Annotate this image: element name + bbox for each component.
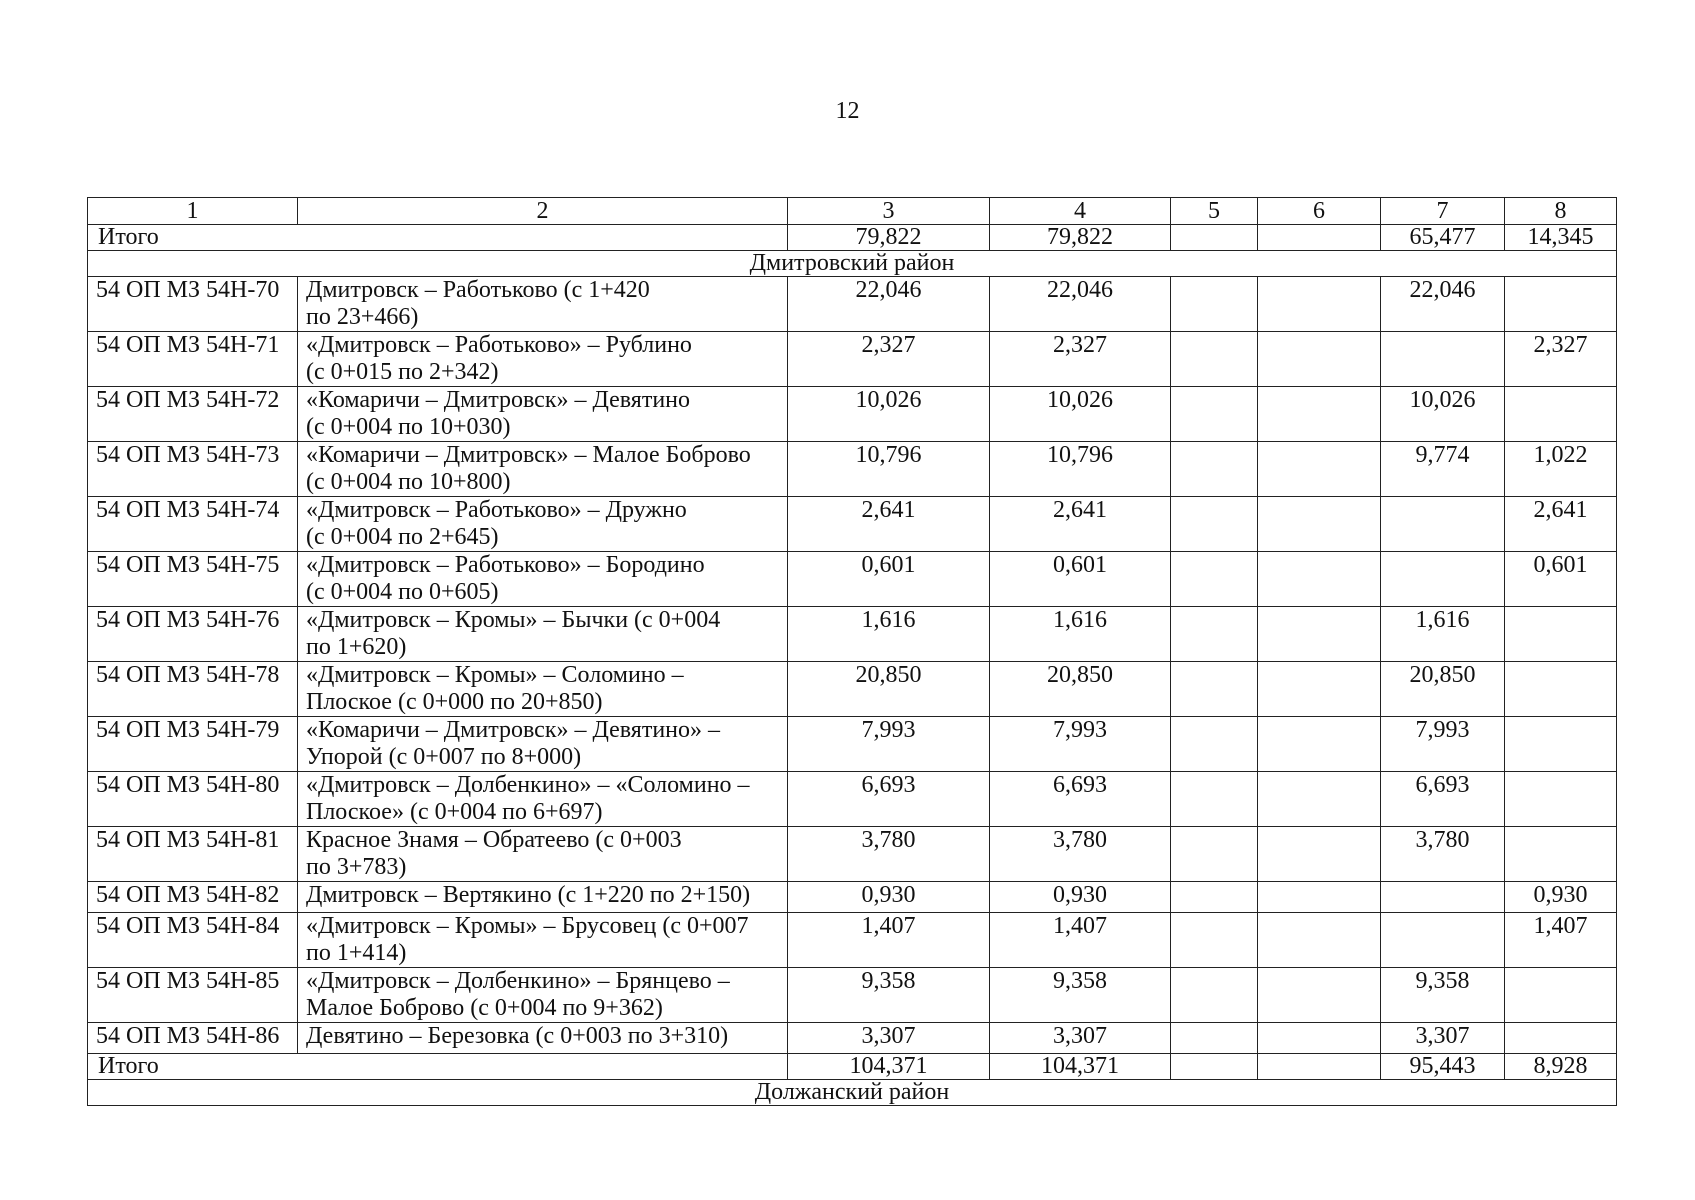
value-cell: 3,780 [990,827,1171,882]
road-code: 54 ОП МЗ 54Н-70 [88,277,298,332]
value-cell: 1,407 [1505,913,1617,968]
table-row [88,332,1617,387]
road-code: 54 ОП МЗ 54Н-80 [88,772,298,827]
road-code: 54 ОП МЗ 54Н-73 [88,442,298,497]
value-cell [1381,497,1505,552]
road-name-line: по 23+466) [306,304,419,330]
road-name [298,332,788,387]
section-title: Дмитровский район [88,251,1617,277]
table-row [88,968,1617,1023]
total-value [1171,225,1258,251]
column-number: 8 [1505,198,1617,225]
road-name [298,607,788,662]
value-cell: 1,022 [1505,442,1617,497]
road-name-line: «Дмитровск – Работьково» – Бородино [306,552,705,578]
value-cell: 7,993 [990,717,1171,772]
value-cell: 10,026 [990,387,1171,442]
value-cell [1258,772,1381,827]
value-cell [1505,968,1617,1023]
road-code: 54 ОП МЗ 54Н-76 [88,607,298,662]
road-name-line: (с 0+004 по 10+030) [306,414,511,440]
value-cell: 3,307 [990,1023,1171,1054]
value-cell [1381,332,1505,387]
value-cell [1505,277,1617,332]
road-name-line: (с 0+004 по 10+800) [306,469,511,495]
road-name [298,662,788,717]
road-name-line: Упорой (с 0+007 по 8+000) [306,744,582,770]
value-cell: 9,358 [788,968,990,1023]
value-cell [1171,827,1258,882]
value-cell [1171,497,1258,552]
value-cell [1171,332,1258,387]
column-number: 6 [1258,198,1381,225]
value-cell [1171,968,1258,1023]
value-cell [1505,772,1617,827]
value-cell [1258,968,1381,1023]
value-cell [1381,913,1505,968]
road-name [298,882,788,913]
road-code: 54 ОП МЗ 54Н-74 [88,497,298,552]
column-number: 2 [298,198,788,225]
total-label: Итого [88,1054,788,1080]
value-cell [1171,882,1258,913]
previous-total-row [88,225,1617,251]
table-row [88,827,1617,882]
road-code: 54 ОП МЗ 54Н-78 [88,662,298,717]
road-code: 54 ОП МЗ 54Н-71 [88,332,298,387]
value-cell: 2,641 [1505,497,1617,552]
column-number: 3 [788,198,990,225]
value-cell: 22,046 [990,277,1171,332]
value-cell [1505,1023,1617,1054]
table-row [88,442,1617,497]
road-name [298,717,788,772]
value-cell [1171,772,1258,827]
total-value: 79,822 [788,225,990,251]
table-row [88,497,1617,552]
value-cell [1171,662,1258,717]
total-value: 79,822 [990,225,1171,251]
page-number: 12 [835,98,860,124]
value-cell: 20,850 [1381,662,1505,717]
road-name [298,277,788,332]
road-name-line: «Дмитровск – Долбенкино» – Брянцево – [306,968,730,994]
value-cell: 3,307 [788,1023,990,1054]
value-cell: 1,616 [990,607,1171,662]
road-name-line: «Дмитровск – Работьково» – Дружно [306,497,687,523]
road-name-line: «Дмитровск – Долбенкино» – «Соломино – [306,772,750,798]
road-name [298,1023,788,1054]
total-value: 104,371 [788,1054,990,1080]
value-cell: 0,601 [788,552,990,607]
table-row [88,913,1617,968]
value-cell [1171,1023,1258,1054]
section-row [88,251,1617,277]
value-cell: 20,850 [788,662,990,717]
value-cell: 9,358 [990,968,1171,1023]
value-cell: 7,993 [1381,717,1505,772]
value-cell: 3,307 [1381,1023,1505,1054]
total-row [88,1054,1617,1080]
road-name-line: Плоское (с 0+000 по 20+850) [306,689,603,715]
table-row [88,607,1617,662]
road-code: 54 ОП МЗ 54Н-81 [88,827,298,882]
section-title: Должанский район [88,1080,1617,1106]
road-name-line: «Дмитровск – Кромы» – Соломино – [306,662,684,688]
table-row [88,662,1617,717]
road-name-line: «Комаричи – Дмитровск» – Девятино [306,387,691,413]
table-row [88,387,1617,442]
value-cell: 2,327 [990,332,1171,387]
total-label: Итого [88,225,788,251]
value-cell [1505,827,1617,882]
value-cell [1258,882,1381,913]
value-cell: 6,693 [788,772,990,827]
value-cell [1381,882,1505,913]
road-name [298,913,788,968]
value-cell: 6,693 [1381,772,1505,827]
table-row [88,772,1617,827]
road-name-line: «Дмитровск – Кромы» – Брусовец (с 0+007 [306,913,749,939]
value-cell [1258,277,1381,332]
road-name-line: Дмитровск – Работьково (с 1+420 [306,277,650,303]
road-name-line: (с 0+004 по 0+605) [306,579,499,605]
total-value: 8,928 [1505,1054,1617,1080]
value-cell [1505,717,1617,772]
road-code: 54 ОП МЗ 54Н-82 [88,882,298,913]
road-name-line: «Дмитровск – Кромы» – Бычки (с 0+004 [306,607,721,633]
value-cell [1258,1023,1381,1054]
total-value: 65,477 [1381,225,1505,251]
road-code: 54 ОП МЗ 54Н-86 [88,1023,298,1054]
road-name [298,387,788,442]
road-name-line: Девятино – Березовка (с 0+003 по 3+310) [306,1023,729,1049]
road-name [298,552,788,607]
value-cell [1258,662,1381,717]
value-cell: 2,641 [990,497,1171,552]
value-cell: 10,026 [1381,387,1505,442]
value-cell: 1,616 [1381,607,1505,662]
column-number-row [88,198,1617,225]
value-cell: 0,930 [990,882,1171,913]
road-name-line: по 1+620) [306,634,407,660]
road-code: 54 ОП МЗ 54Н-84 [88,913,298,968]
value-cell [1258,913,1381,968]
road-name-line: Плоское» (с 0+004 по 6+697) [306,799,603,825]
value-cell: 20,850 [990,662,1171,717]
value-cell: 0,601 [990,552,1171,607]
road-name-line: «Дмитровск – Работьково» – Рублино [306,332,692,358]
section-row [88,1080,1617,1106]
column-number: 5 [1171,198,1258,225]
road-name-line: (с 0+015 по 2+342) [306,359,499,385]
value-cell [1258,442,1381,497]
value-cell: 10,796 [788,442,990,497]
value-cell: 22,046 [1381,277,1505,332]
table-body [88,198,1617,1106]
value-cell [1171,387,1258,442]
value-cell: 0,930 [1505,882,1617,913]
value-cell [1505,607,1617,662]
road-name-line: Малое Боброво (с 0+004 по 9+362) [306,995,663,1021]
table-row [88,882,1617,913]
total-value: 95,443 [1381,1054,1505,1080]
total-value: 14,345 [1505,225,1617,251]
road-name-line: Дмитровск – Вертякино (с 1+220 по 2+150) [306,882,751,908]
value-cell: 9,774 [1381,442,1505,497]
value-cell: 6,693 [990,772,1171,827]
column-number: 4 [990,198,1171,225]
value-cell [1258,552,1381,607]
value-cell [1171,607,1258,662]
value-cell: 1,616 [788,607,990,662]
road-name [298,968,788,1023]
value-cell [1171,442,1258,497]
value-cell: 10,796 [990,442,1171,497]
road-name [298,497,788,552]
value-cell [1171,277,1258,332]
value-cell [1171,717,1258,772]
table-row [88,717,1617,772]
value-cell: 1,407 [788,913,990,968]
road-code: 54 ОП МЗ 54Н-79 [88,717,298,772]
total-value: 104,371 [990,1054,1171,1080]
value-cell [1505,662,1617,717]
road-name [298,772,788,827]
road-name-line: по 3+783) [306,854,407,880]
value-cell [1258,827,1381,882]
value-cell: 3,780 [788,827,990,882]
value-cell: 3,780 [1381,827,1505,882]
value-cell [1258,717,1381,772]
table-row [88,1023,1617,1054]
value-cell [1171,913,1258,968]
road-name [298,827,788,882]
road-name-line: «Комаричи – Дмитровск» – Девятино» – [306,717,721,743]
road-code: 54 ОП МЗ 54Н-85 [88,968,298,1023]
road-name [298,442,788,497]
value-cell: 7,993 [788,717,990,772]
total-value [1258,1054,1381,1080]
value-cell [1258,607,1381,662]
value-cell [1381,552,1505,607]
value-cell: 1,407 [990,913,1171,968]
value-cell [1258,497,1381,552]
table-row [88,552,1617,607]
total-value [1171,1054,1258,1080]
value-cell: 22,046 [788,277,990,332]
road-code: 54 ОП МЗ 54Н-75 [88,552,298,607]
value-cell: 2,641 [788,497,990,552]
road-name-line: по 1+414) [306,940,407,966]
table-row [88,277,1617,332]
value-cell: 0,930 [788,882,990,913]
value-cell [1258,332,1381,387]
column-number: 1 [88,198,298,225]
value-cell: 0,601 [1505,552,1617,607]
value-cell [1505,387,1617,442]
road-name-line: Красное Знамя – Обратеево (с 0+003 [306,827,682,853]
total-value [1258,225,1381,251]
value-cell [1171,552,1258,607]
value-cell: 2,327 [1505,332,1617,387]
value-cell: 10,026 [788,387,990,442]
value-cell: 9,358 [1381,968,1505,1023]
road-name-line: «Комаричи – Дмитровск» – Малое Боброво [306,442,751,468]
value-cell [1258,387,1381,442]
road-code: 54 ОП МЗ 54Н-72 [88,387,298,442]
value-cell: 2,327 [788,332,990,387]
column-number: 7 [1381,198,1505,225]
roads-table [87,197,1617,1106]
road-name-line: (с 0+004 по 2+645) [306,524,499,550]
